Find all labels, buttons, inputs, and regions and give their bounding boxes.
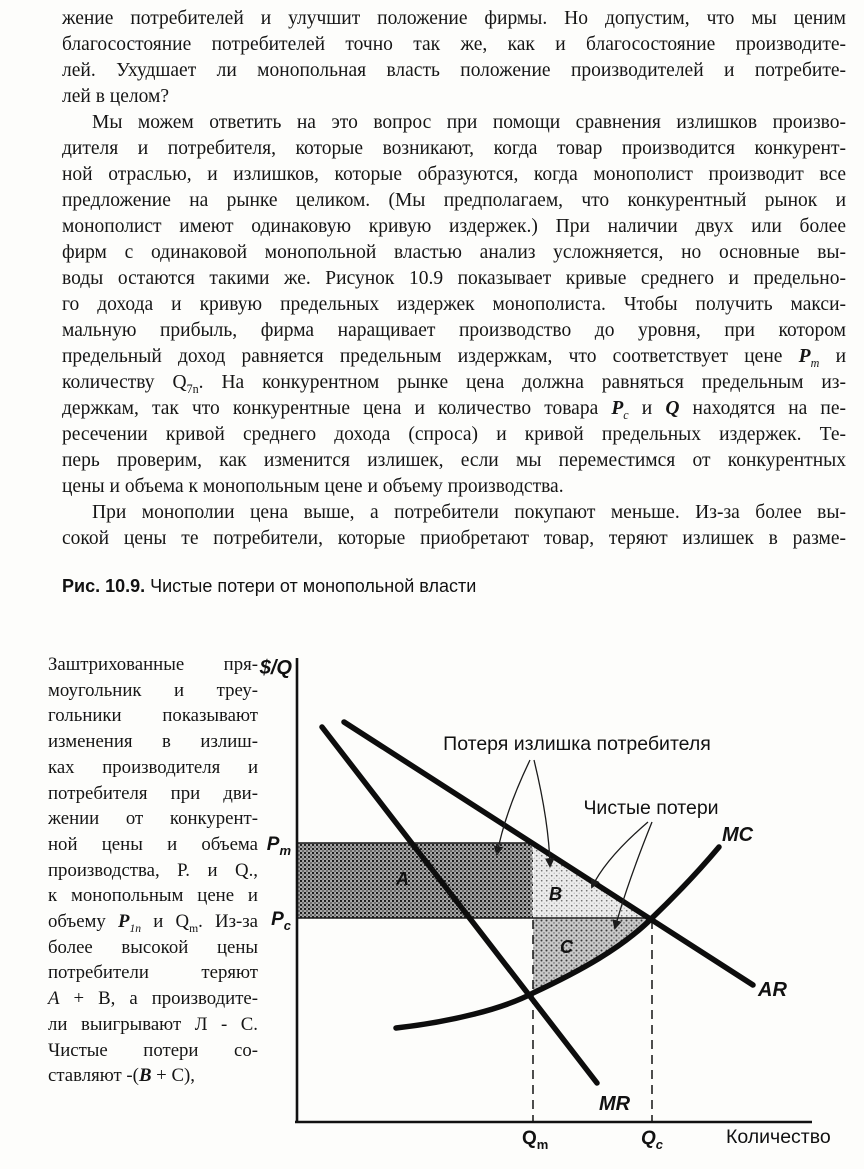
- text-line: предельный доход равняется предельным издержкам, что соответствует цене $P_m$ и: [62, 346, 847, 370]
- figure-caption: [62, 576, 822, 597]
- monopoly-deadweight-diagram: [0, 644, 864, 1164]
- text-line: благосостояние потребителей точно так же, как и благосостояние производите-: [62, 34, 846, 55]
- text-line: ной цены и объема: [48, 833, 258, 855]
- text-line: цены и объема к монопольным цене и объему производства.: [62, 476, 564, 497]
- text-line: Заштрихованные пря-: [48, 654, 258, 675]
- text-line: производства, Р. и Q.,: [48, 859, 258, 881]
- qm-label: $Q_m$: [522, 1128, 549, 1152]
- text-line: ставляют -(B + С),: [48, 1065, 195, 1087]
- text-line: ной отраслью, и излишков, которые образуются, когда монополист производит все: [62, 164, 846, 185]
- region-a-fill: [297, 843, 533, 918]
- text-line: перь проверим, как изменится излишек, если мы переместимся от конкурентных: [62, 450, 846, 471]
- text-line: потребителя при дви-: [48, 782, 258, 804]
- y-axis-label: $/Q: [259, 657, 292, 679]
- region-a-label: A: [396, 869, 409, 889]
- text-line: Мы можем ответить на это вопрос при помощи сравнения излишков произво-: [92, 112, 846, 133]
- deadweight-loss-label: Чистые потери: [583, 797, 719, 819]
- text-line: гольники показывают: [48, 705, 258, 727]
- paragraph-3: [62, 500, 846, 552]
- figure-caption-text: Чистые потери от монопольной власти: [145, 576, 477, 596]
- ar-curve-label: AR: [758, 979, 787, 1001]
- text-line: к монопольным цене и: [48, 885, 258, 907]
- text-line: более высокой цены: [48, 936, 258, 958]
- text-line: монополист имеют одинаковую кривую издержек.) При наличии двух или более: [62, 216, 846, 237]
- text-line: ли выигрывают Л - С.: [48, 1013, 258, 1035]
- text-line: Чистые потери со-: [48, 1039, 258, 1061]
- pm-label: $P_m$: [266, 834, 291, 858]
- text-line: го дохода и кривую предельных издержек монополиста. Чтобы получить макси-: [62, 294, 846, 315]
- region-c-label: C: [560, 937, 573, 957]
- text-line: держкам, так что конкурентные цена и количество товара $P_c$ и Q находятся на пе-: [62, 398, 846, 422]
- pc-label: $P_c$: [271, 909, 291, 933]
- text-line: фирм с одинаковой монопольной властью анализ усложняется, но основные вы-: [62, 242, 846, 263]
- text-line: моугольник и треу-: [48, 679, 258, 701]
- text-line: объему $P_{1n}$ и $Q_m$. Из-за: [48, 911, 258, 935]
- paragraph-2: [62, 110, 846, 500]
- body-text: [62, 6, 846, 552]
- consumer-surplus-loss-label: Потеря излишка потребителя: [443, 733, 711, 755]
- paragraph-1: [62, 6, 846, 110]
- text-line: дителя и потребителя, которые возникают, когда товар производится конкурент-: [62, 138, 846, 159]
- text-line: мальную прибыль, фирма наращивает производство до уровня, при котором: [62, 320, 846, 341]
- figure-number: Рис. 10.9.: [62, 576, 146, 596]
- text-line: изменения в излиш-: [48, 731, 258, 753]
- x-axis-label: Количество: [726, 1126, 831, 1148]
- figure-10-9: [0, 644, 864, 1164]
- mc-curve-label: MC: [722, 824, 754, 846]
- text-line: A + B, а производите-: [48, 988, 258, 1010]
- text-line: При монополии цена выше, а потребители покупают меньше. Из-за более вы-: [92, 502, 846, 523]
- text-line: жение потребителей и улучшит положение фирмы. Но допустим, что мы ценим: [62, 8, 846, 29]
- text-line: воды остаются такими же. Рисунок 10.9 показывает кривые среднего и предельно-: [62, 268, 846, 289]
- qc-label: $Q_c$: [641, 1128, 664, 1152]
- mr-curve-label: MR: [599, 1093, 631, 1115]
- text-line: потребители теряют: [48, 962, 258, 984]
- text-line: лей. Ухудшает ли монопольная власть положение производителей и потребите-: [62, 60, 846, 81]
- text-line: сокой цены те потребители, которые приобретают товар, теряют излишек в разме-: [62, 528, 846, 549]
- text-line: лей в целом?: [62, 86, 169, 107]
- text-line: жении от конкурент-: [48, 808, 258, 830]
- text-line: предложение на рынке целиком. (Мы предполагаем, что конкурентный рынок и: [62, 190, 846, 211]
- region-b-label: B: [549, 884, 562, 904]
- text-line: количеству $Q_{7n}$. На конкурентном рынке цена должна равняться предельным из-: [62, 372, 847, 396]
- text-line: ресечении кривой среднего дохода (спроса) и кривой предельных издержек. Те-: [62, 424, 846, 445]
- text-line: ках производителя и: [48, 756, 258, 778]
